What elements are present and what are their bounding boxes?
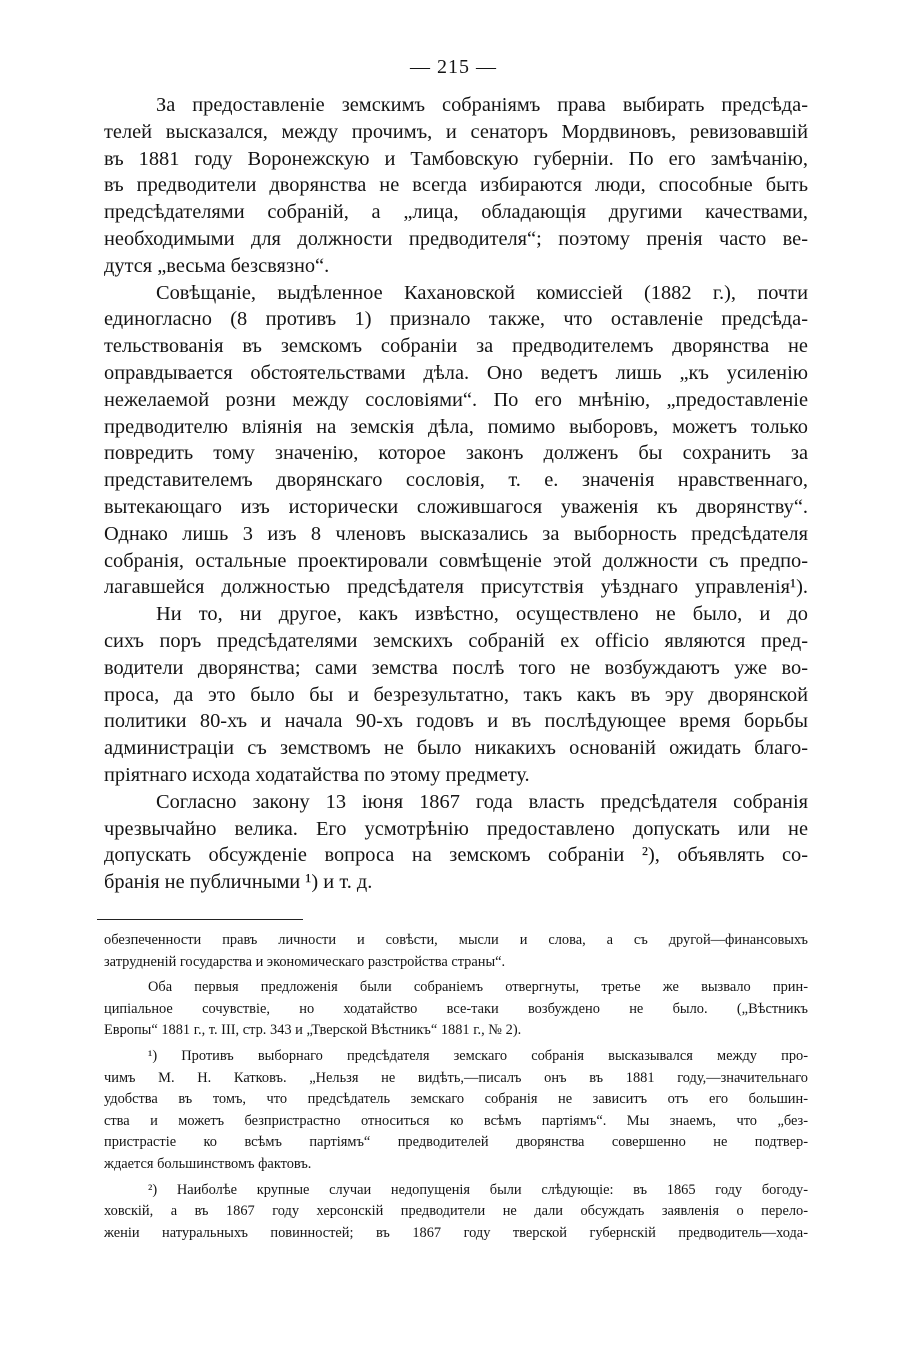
text-line: проса, да это было бы и безрезультатно, такъ какъ въ эру дворянской [104,683,808,706]
footnote-line: чимъ М. Н. Катковъ. „Нельзя не видѣть,—писалъ онъ въ 1881 году,—значительнаго [104,1069,808,1086]
text-line: дутся „весьма безсвязно“. [104,254,330,277]
body-text [104,92,808,896]
text-line: чрезвычайно велика. Его усмотрѣнію предоставлено допускать или не [104,817,808,840]
footnotes [104,930,808,1248]
text-line: предсѣдателями собраній, а „лица, обладающія другими качествами, [104,201,808,224]
footnote-continuation [104,930,808,973]
text-line: телей высказался, между прочимъ, и сенаторъ Мордвиновъ, ревизовавшій [104,120,808,143]
footnote-continuation [104,977,808,1042]
text-line: За предоставленіе земскимъ собраніямъ права выбирать предсѣда- [156,94,808,116]
text-line: предводителю вліянія на земскія дѣла, помимо выборовъ, можетъ только [104,415,808,438]
footnote-line: Оба первыя предложенія были собраніемъ отвергнуты, третье же вызвало прин- [148,979,808,996]
text-line: нежелаемой розни между сословіями“. По его мнѣнію, „предоставленіе [104,388,808,411]
text-line: Ни то, ни другое, какъ извѣстно, осуществлено не было, и до [156,603,808,626]
paragraph [104,280,808,602]
page-number: — 215 — [410,56,497,78]
text-line: вытекающаго изъ исторически сложившагося уваженія къ дворянству“. [104,495,808,518]
text-line: Совѣщаніе, выдѣленное Кахановской комиссіей (1882 г.), почти [156,281,808,304]
footnote-line: ципіальное сочувствіе, но ходатайство все-таки возбуждено не было. („Вѣстникъ [104,1000,808,1017]
footnote-2 [104,1180,808,1245]
text-line: единогласно (8 противъ 1) признало также, что оставленіе предсѣда- [104,308,808,331]
paragraph [104,789,808,896]
footnote-line: ждается большинствомъ фактовъ. [104,1155,312,1172]
text-line: администраціи съ земствомъ не было никакихъ основаній ожидать благо- [104,737,808,760]
paragraph [104,601,808,789]
footnote-line: ¹) Противъ выборнаго предсѣдателя земскаго собранія высказывался между про- [148,1047,808,1064]
text-line: собранія, остальные проектировали совмѣщеніе этой должности съ предпо- [104,549,808,572]
text-line: повредить тому значенію, которое законъ долженъ бы сохранить за [104,442,808,465]
footnote-line: ²) Наиболѣе крупные случаи недопущенія были слѣдующіе: въ 1865 году богоду- [148,1181,808,1198]
text-line: тельствованія въ земскомъ собраніи за предводителемъ дворянства не [104,335,808,358]
footnote-line: ства и можетъ безпристрастно относиться ко всѣмъ партіямъ“. Мы знаемъ, что „без- [104,1112,808,1129]
text-line: оправдывается обстоятельствами дѣла. Оно ведетъ лишь „къ усиленію [104,361,808,384]
text-line: въ предводители дворянства не всегда избираются люди, способные быть [104,174,808,197]
paragraph [104,92,808,280]
text-line: въ 1881 году Воронежскую и Тамбовскую губерніи. По его замѣчанію, [104,147,808,170]
text-line: допускать обсужденіе вопроса на земскомъ собраніи ²), объявлять со- [104,844,808,867]
text-line: лагавшейся должностью предсѣдателя присутствія уѣзднаго управленія¹). [104,576,808,599]
footnote-line: женіи натуральныхъ повинностей; въ 1867 году тверской губернскій предводитель—хода- [104,1224,808,1241]
text-line: необходимыми для должности предводителя“; поэтому пренія часто ве- [104,227,808,250]
text-line: водители дворянства; сами земства послѣ того не возбуждаютъ уже во- [104,656,808,679]
text-line: бранія не публичными ¹) и т. д. [104,871,373,894]
footnote-line: затрудненій государства и экономическаго разстройства страны“. [104,953,506,970]
footnote-line: ховскій, а въ 1867 году херсонскій предводители не дали обсуждать заявленія о перело- [104,1203,808,1220]
text-line: пріятнаго исхода ходатайства по этому предмету. [104,763,530,786]
text-line: политики 80-хъ и начала 90-хъ годовъ и въ послѣдующее время борьбы [104,710,808,733]
text-line: Согласно закону 13 іюня 1867 года власть предсѣдателя собранія [156,790,808,813]
footnote-line: пристрастіе ко всѣмъ партіямъ“ предводителей дворянства совершенно не подтвер- [104,1134,808,1151]
text-line: Однако лишь 3 изъ 8 членовъ высказались за выборность предсѣдателя [104,522,808,545]
footnote-line: удобства въ томъ, что предсѣдатель земскаго собранія не зависитъ отъ его большин- [104,1091,808,1108]
footnote-separator [97,919,303,920]
footnote-line: Европы“ 1881 г., т. III, стр. 343 и „Тверской Вѣстникъ“ 1881 г., № 2). [104,1022,522,1039]
text-line: сихъ поръ предсѣдателями земскихъ собраній ex officio являются пред- [104,629,808,652]
footnote-line: обезпеченности правъ личности и совѣсти, мысли и слова, а съ другой—финансовыхъ [104,932,808,948]
text-line: представителемъ дворянскаго сословія, т. е. значенія нравственнаго, [104,469,808,492]
footnote-1 [104,1046,808,1176]
